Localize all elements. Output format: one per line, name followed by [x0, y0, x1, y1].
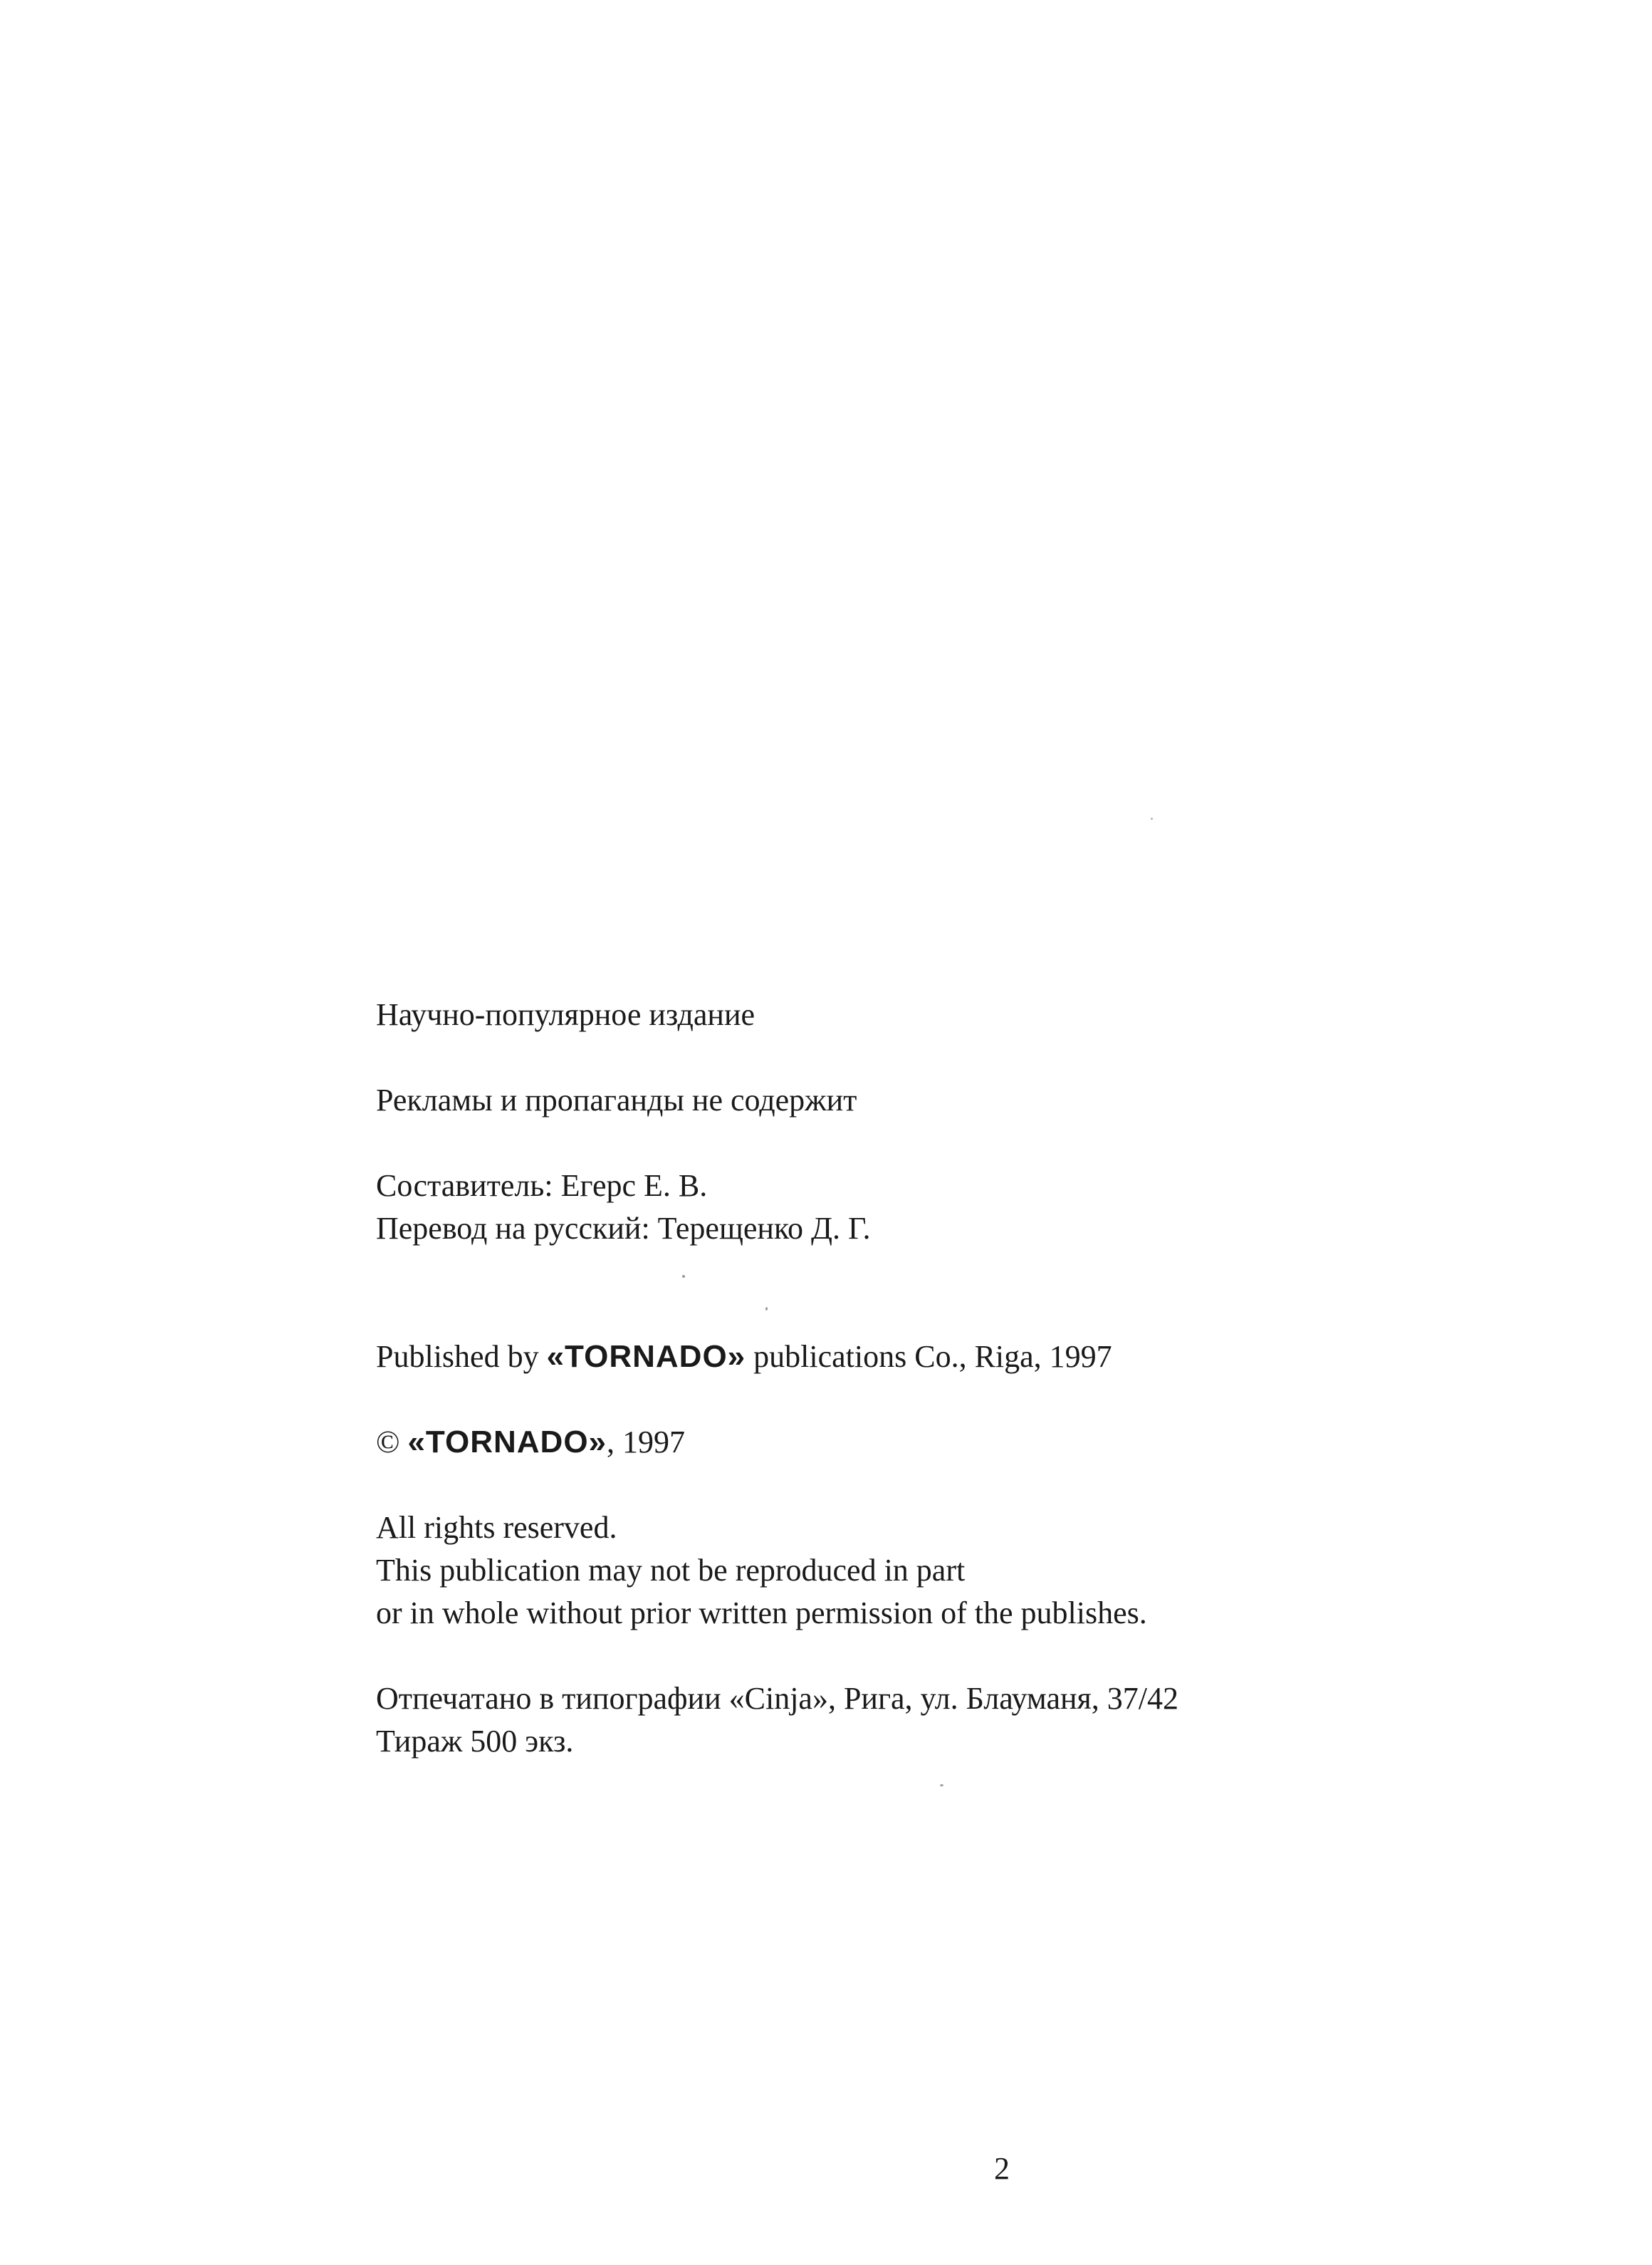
rights-line-1: All rights reserved. — [376, 1510, 617, 1545]
scan-speck — [765, 1307, 768, 1311]
scan-speck — [1151, 818, 1153, 820]
copyright-brand: «TORNADO» — [407, 1425, 607, 1459]
translation-credit: Перевод на русский: Терещенко Д. Г. — [376, 1211, 871, 1246]
printing-house: Отпечатано в типографии «Cinja», Рига, ул. Блауманя, 37/42 — [376, 1681, 1179, 1716]
page-number: 2 — [994, 2151, 1010, 2186]
publisher-line — [376, 1335, 1586, 1378]
copyright-year: , 1997 — [607, 1425, 686, 1459]
scan-speck — [940, 1784, 943, 1786]
published-suffix: publications Co., Riga, 1997 — [753, 1339, 1112, 1374]
publisher-brand: «TORNADO» — [546, 1339, 746, 1374]
edition-type: Научно-популярное издание — [376, 997, 756, 1032]
copyright-symbol: © — [376, 1425, 400, 1459]
no-ads-statement: Рекламы и пропаганды не содержит — [376, 1083, 857, 1118]
imprint-block — [376, 994, 1586, 1763]
compiler-credit: Составитель: Егерс Е. В. — [376, 1168, 708, 1203]
published-prefix: Published by — [376, 1339, 539, 1374]
copyright-line — [376, 1421, 1586, 1464]
circulation: Тираж 500 экз. — [376, 1724, 574, 1759]
rights-line-3: or in whole without prior written permission of the publishes. — [376, 1595, 1147, 1630]
rights-line-2: This publication may not be reproduced in part — [376, 1553, 966, 1588]
scan-speck — [682, 1275, 685, 1278]
